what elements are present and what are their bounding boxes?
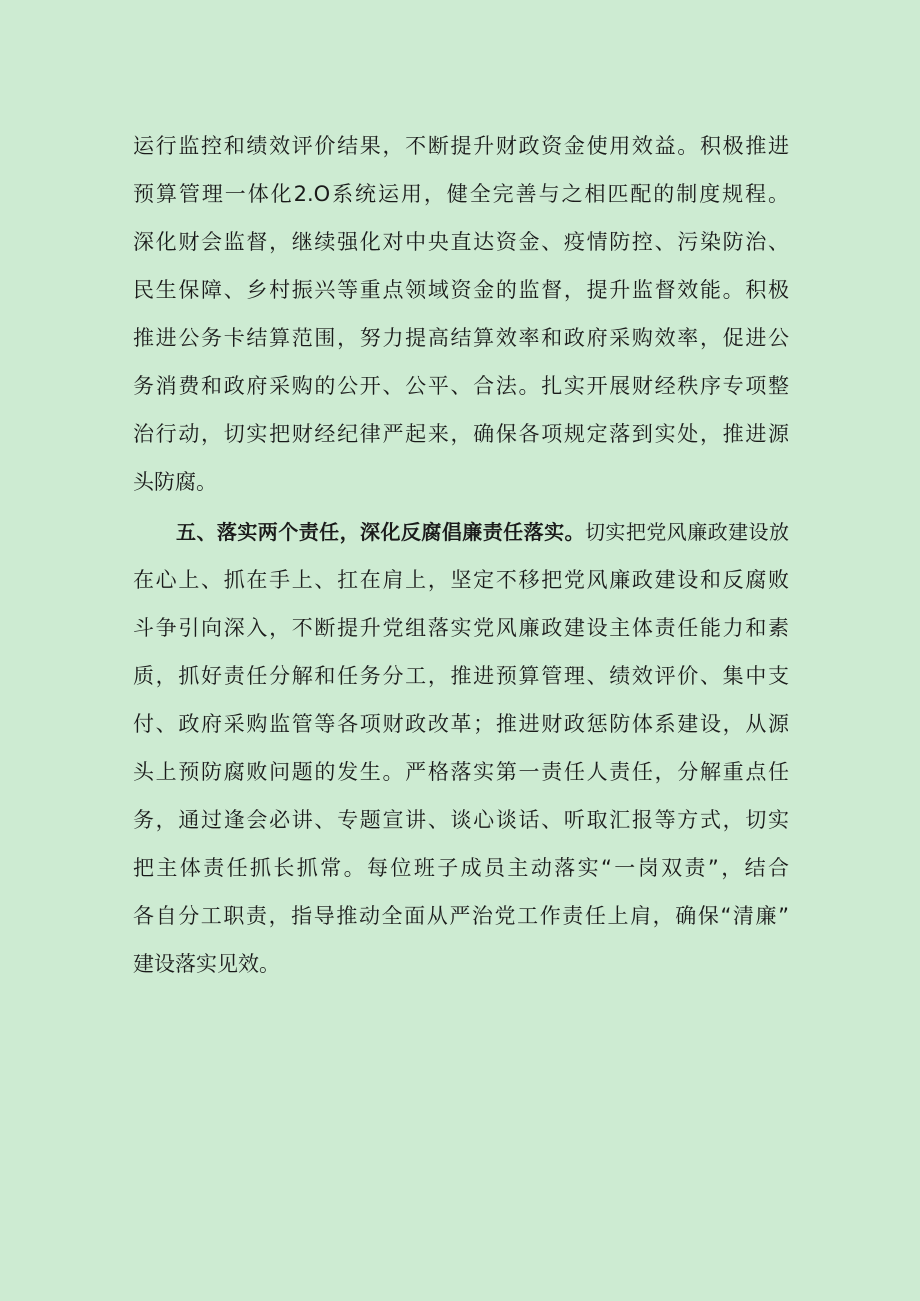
- text-line: 在心上、抓在手上、扛在肩上，坚定不移把党风廉政建设和反腐败: [133, 568, 789, 592]
- text-line: 运行监控和绩效评价结果，不断提升财政资金使用效益。积极推进: [133, 134, 789, 158]
- text-line: 付、政府采购监管等各项财政改革；推进财政惩防体系建设，从源: [133, 712, 789, 736]
- text-line: 头防腐。: [133, 470, 217, 494]
- text-line: 把主体责任抓长抓常。每位班子成员主动落实“一岗双责”，结合: [133, 856, 789, 880]
- text-line: 头上预防腐败问题的发生。严格落实第一责任人责任，分解重点任: [133, 760, 789, 784]
- text-line: 民生保障、乡村振兴等重点领域资金的监督，提升监督效能。积极: [133, 278, 789, 302]
- text-line: 质，抓好责任分解和任务分工，推进预算管理、绩效评价、集中支: [133, 664, 789, 688]
- section-heading: 五、落实两个责任，深化反腐倡廉责任落实。: [176, 520, 585, 544]
- text-line: 务，通过逢会必讲、专题宣讲、谈心谈话、听取汇报等方式，切实: [133, 808, 789, 832]
- text-line: 务消费和政府采购的公开、公平、合法。扎实开展财经秩序专项整: [133, 374, 789, 398]
- text-line: 各自分工职责，指导推动全面从严治党工作责任上肩，确保“清廉”: [133, 904, 789, 928]
- text-line: 治行动，切实把财经纪律严起来，确保各项规定落到实处，推进源: [133, 422, 789, 446]
- text-line: 预算管理一体化2.O系统运用，健全完善与之相匹配的制度规程。: [133, 182, 789, 206]
- text-line: 建设落实见效。: [133, 952, 280, 976]
- text-line: 推进公务卡结算范围，努力提高结算效率和政府采购效率，促进公: [133, 326, 789, 350]
- text-line: [176, 512, 789, 552]
- text-line: 深化财会监督，继续强化对中央直达资金、疫情防控、污染防治、: [133, 230, 789, 254]
- text-line: 斗争引向深入，不断提升党组落实党风廉政建设主体责任能力和素: [133, 616, 789, 640]
- heading-line-rest: 切实把党风廉政建设放: [584, 520, 790, 544]
